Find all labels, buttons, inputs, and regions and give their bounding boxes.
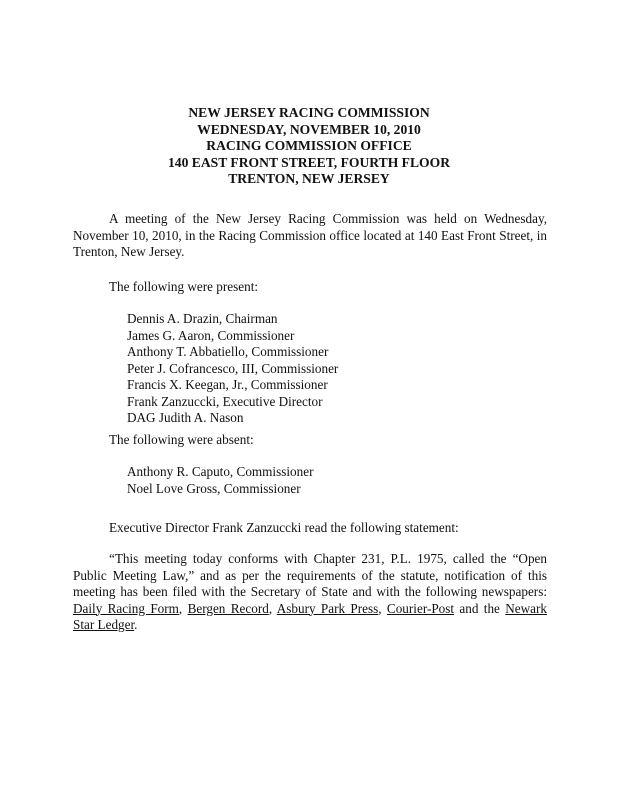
header-commission-name: NEW JERSEY RACING COMMISSION [188, 105, 430, 120]
header-meeting-date: WEDNESDAY, NOVEMBER 10, 2010 [197, 121, 421, 137]
absent-list [127, 464, 313, 497]
statement-separator: , [268, 600, 277, 616]
newspaper-newark-star-ledger: Newark Star Ledger [73, 600, 547, 632]
present-list-item: Frank Zanzuccki, Executive Director [127, 393, 323, 409]
document-header [0, 105, 618, 188]
statement-text: “This meeting today conforms with Chapter 231, P.L. 1975, called the “Open Public Meeting Law,” and as per the requirements of the statute, notification of this meeting has been filed with the Secretary of State and with the following newspapers: [73, 551, 547, 599]
header-street-address: 140 EAST FRONT STREET, FOURTH FLOOR [167, 154, 451, 170]
statement-separator: , [378, 600, 387, 616]
present-list [127, 311, 338, 427]
statement-intro: Executive Director Frank Zanzuccki read the following statement: [109, 520, 459, 535]
absent-label: The following were absent: [109, 432, 254, 447]
statement-paragraph [73, 551, 547, 634]
present-list-item: Anthony T. Abbatiello, Commissioner [127, 344, 329, 359]
newspaper-courier-post: Courier-Post [386, 600, 455, 616]
present-label: The following were present: [109, 279, 259, 294]
header-city-state: TRENTON, NEW JERSEY [228, 171, 390, 187]
header-office-name: RACING COMMISSION OFFICE [206, 138, 412, 154]
intro-paragraph: A meeting of the New Jersey Racing Commission was held on Wednesday, November 10, 2010, in the Racing Commission office located at 140 East Front Street, in Trenton, New Jersey. [73, 211, 547, 259]
statement-separator: and the [454, 600, 506, 616]
statement-end: . [134, 617, 138, 632]
present-list-item: Francis X. Keegan, Jr., Commissioner [127, 377, 328, 392]
newspaper-bergen-record: Bergen Record [187, 600, 269, 616]
absent-list-item: Anthony R. Caputo, Commissioner [127, 464, 314, 479]
absent-list-item: Noel Love Gross, Commissioner [127, 480, 301, 496]
present-list-item: James G. Aaron, Commissioner [127, 327, 295, 343]
present-list-item: Dennis A. Drazin, Chairman [127, 311, 278, 326]
present-list-item: DAG Judith A. Nason [127, 410, 244, 425]
newspaper-asbury-park-press: Asbury Park Press [276, 600, 379, 616]
present-list-item: Peter J. Cofrancesco, III, Commissioner [127, 360, 339, 376]
newspaper-daily-racing-form: Daily Racing Form [73, 600, 179, 616]
statement-separator: , [178, 600, 188, 616]
